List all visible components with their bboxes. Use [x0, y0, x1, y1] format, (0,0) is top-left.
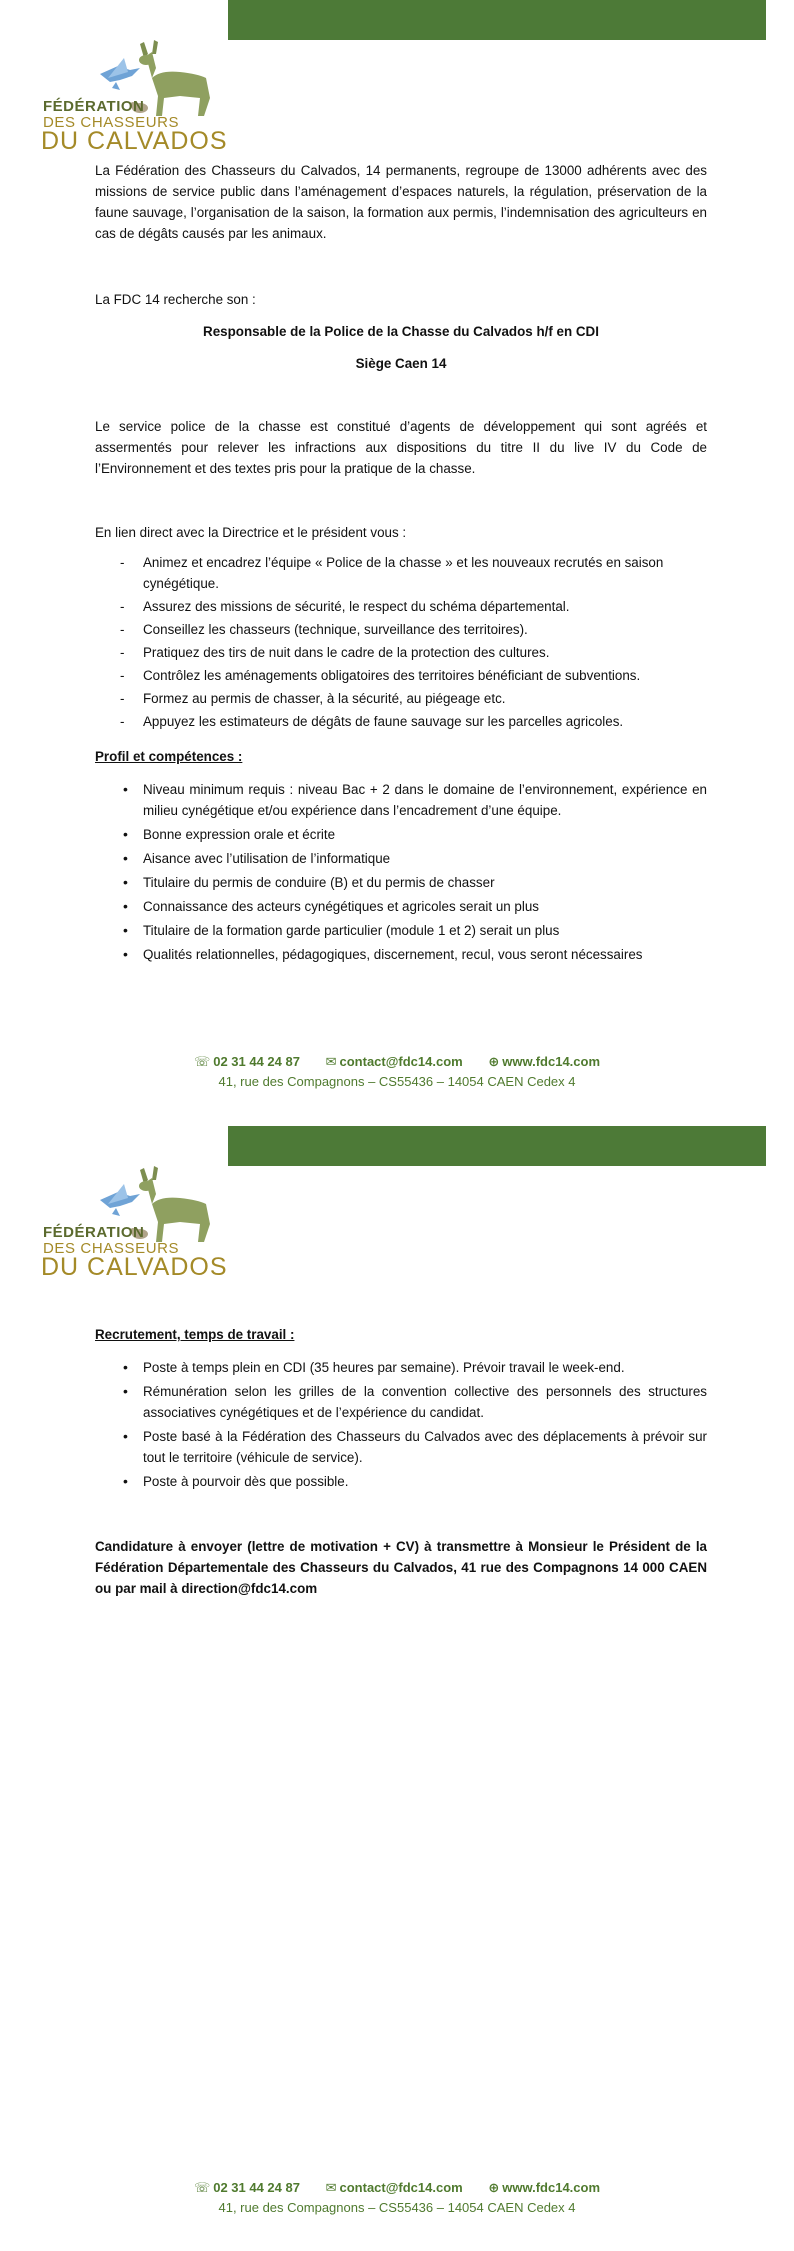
- dash-marker: -: [120, 622, 125, 637]
- search-line: La FDC 14 recherche son :: [95, 292, 256, 307]
- list-item: • Aisance avec l’utilisation de l’informatique: [95, 848, 707, 869]
- list-item: • Titulaire du permis de conduire (B) et du permis de chasser: [95, 872, 707, 893]
- dash-marker: -: [120, 668, 125, 683]
- list-item: - Formez au permis de chasser, à la sécurité, au piégeage etc.: [95, 688, 707, 709]
- profile-list: [95, 779, 707, 965]
- phone-icon: ☏: [193, 1054, 211, 1069]
- list-item: • Qualités relationnelles, pédagogiques, discernement, recul, vous seront nécessaires: [95, 944, 707, 965]
- missions-block: [95, 522, 707, 734]
- list-item: • Poste à pourvoir dès que possible.: [95, 1471, 707, 1492]
- footer: [0, 1052, 794, 1092]
- bullet-marker: •: [123, 826, 128, 842]
- logo-line-chasseurs: DES CHASSEURS: [43, 114, 180, 131]
- list-item: - Pratiquez des tirs de nuit dans le cadre de la protection des cultures.: [95, 642, 707, 663]
- recruit-list: [95, 1357, 707, 1492]
- list-item: - Animez et encadrez l’équipe « Police de la chasse » et les nouveaux recrutés en saison cynégétique.: [95, 552, 707, 594]
- list-item: • Rémunération selon les grilles de la convention collective des personnels des structures associatives cynégétiques et de l’expérience du candidat.: [123, 1383, 707, 1420]
- envelope-icon: ✉: [325, 1054, 337, 1069]
- envelope-icon: ✉: [325, 2180, 337, 2195]
- phone-icon: ☏: [193, 2180, 211, 2195]
- profile-block: [95, 746, 707, 968]
- footer-address: 41, rue des Compagnons – CS55436 – 14054 CAEN Cedex 4: [218, 1074, 576, 1089]
- recruit-block: [95, 1324, 707, 1495]
- federation-logo: [40, 38, 240, 158]
- job-location: Siège Caen 14: [355, 356, 447, 371]
- list-item: - Appuyez les estimateurs de dégâts de faune sauvage sur les parcelles agricoles.: [95, 711, 707, 732]
- list-item: • Niveau minimum requis : niveau Bac + 2 dans le domaine de l’environnement, expérience en milieu cynégétique et/ou expérience dans l’encadrement d’une équipe.: [123, 781, 707, 818]
- bullet-marker: •: [123, 874, 128, 890]
- list-item: • Titulaire de la formation garde particulier (module 1 et 2) serait un plus: [95, 920, 707, 941]
- federation-logo: [40, 1164, 240, 1284]
- profile-title: Profil et compétences :: [95, 749, 243, 764]
- search-line-block: [95, 289, 707, 310]
- footer-address: 41, rue des Compagnons – CS55436 – 14054 CAEN Cedex 4: [218, 2200, 576, 2215]
- footer-phone: ☏ 02 31 44 24 87: [194, 2178, 300, 2198]
- footer-email[interactable]: ✉ contact@fdc14.com: [326, 2178, 463, 2198]
- application-paragraph: Candidature à envoyer (lettre de motivation + CV) à transmettre à Monsieur le Président de la Fédération Départementale des Chasseurs du Calvados, 41 rue des Compagnons 14 000 CAEN ou par mail à direction@fdc14.com: [95, 1539, 707, 1596]
- bullet-marker: •: [123, 1428, 128, 1444]
- footer-contact-row: [0, 2178, 794, 2198]
- job-location-block: [95, 353, 707, 374]
- service-description-block: [95, 416, 707, 479]
- service-description: Le service police de la chasse est constitué d’agents de développement qui sont agréés et assermentés pour relever les infractions aux dispositions du titre II du live IV du Code de l’Environnement et des textes pris pour la pratique de la chasse.: [95, 419, 707, 476]
- footer-email[interactable]: ✉ contact@fdc14.com: [326, 1052, 463, 1072]
- bullet-marker: •: [123, 922, 128, 938]
- bullet-marker: •: [123, 781, 128, 797]
- footer-contact-row: [0, 1052, 794, 1072]
- logo-line-calvados: DU CALVADOS: [41, 1253, 228, 1281]
- bullet-marker: •: [123, 898, 128, 914]
- list-item: - Conseillez les chasseurs (technique, surveillance des territoires).: [95, 619, 707, 640]
- list-item: - Contrôlez les aménagements obligatoires des territoires bénéficiant de subventions.: [95, 665, 707, 686]
- dash-marker: -: [120, 691, 125, 706]
- globe-icon: ⊕: [488, 1054, 500, 1069]
- globe-icon: ⊕: [488, 2180, 500, 2195]
- dash-marker: -: [120, 645, 125, 660]
- bullet-marker: •: [123, 946, 128, 962]
- footer-website[interactable]: ⊕ www.fdc14.com: [488, 1052, 600, 1072]
- dash-marker: -: [120, 555, 125, 570]
- bullet-marker: •: [123, 1359, 128, 1375]
- page-2: [0, 1126, 794, 2251]
- logo-line-calvados: DU CALVADOS: [41, 127, 228, 155]
- dash-marker: -: [120, 599, 125, 614]
- page-1: [0, 0, 794, 1125]
- dash-marker: -: [120, 714, 125, 729]
- list-item: • Poste basé à la Fédération des Chasseurs du Calvados avec des déplacements à prévoir sur tout le territoire (véhicule de service).: [123, 1428, 707, 1465]
- job-title: Responsable de la Police de la Chasse du Calvados h/f en CDI: [203, 324, 599, 339]
- bullet-marker: •: [123, 850, 128, 866]
- header-bar: [228, 1126, 766, 1166]
- logo-line-chasseurs: DES CHASSEURS: [43, 1240, 180, 1257]
- recruit-title: Recrutement, temps de travail :: [95, 1327, 295, 1342]
- bullet-marker: •: [123, 1473, 128, 1489]
- bullet-marker: •: [123, 1383, 128, 1399]
- list-item: • Connaissance des acteurs cynégétiques et agricoles serait un plus: [95, 896, 707, 917]
- application-block: [95, 1536, 707, 1599]
- footer-phone: ☏ 02 31 44 24 87: [194, 1052, 300, 1072]
- header-bar: [228, 0, 766, 40]
- list-item: - Assurez des missions de sécurité, le respect du schéma départemental.: [95, 596, 707, 617]
- logo-line-federation: FÉDÉRATION: [43, 98, 145, 115]
- missions-list: [95, 552, 707, 732]
- footer-website[interactable]: ⊕ www.fdc14.com: [488, 2178, 600, 2198]
- logo-line-federation: FÉDÉRATION: [43, 1224, 145, 1241]
- intro-paragraph-block: [95, 160, 707, 244]
- intro-paragraph: La Fédération des Chasseurs du Calvados, 14 permanents, regroupe de 13000 adhérents avec des missions de service public dans l’aménagement d’espaces naturels, la régulation, préservation de la faune sauvage, l’organisation de la saison, la formation aux permis, l’indemnisation des agriculteurs en cas de dégâts causés par les animaux.: [95, 163, 707, 241]
- missions-intro: En lien direct avec la Directrice et le président vous :: [95, 525, 407, 540]
- list-item: • Poste à temps plein en CDI (35 heures par semaine). Prévoir travail le week-end.: [95, 1357, 707, 1378]
- footer: [0, 2178, 794, 2218]
- list-item: • Bonne expression orale et écrite: [95, 824, 707, 845]
- job-title-block: [95, 321, 707, 342]
